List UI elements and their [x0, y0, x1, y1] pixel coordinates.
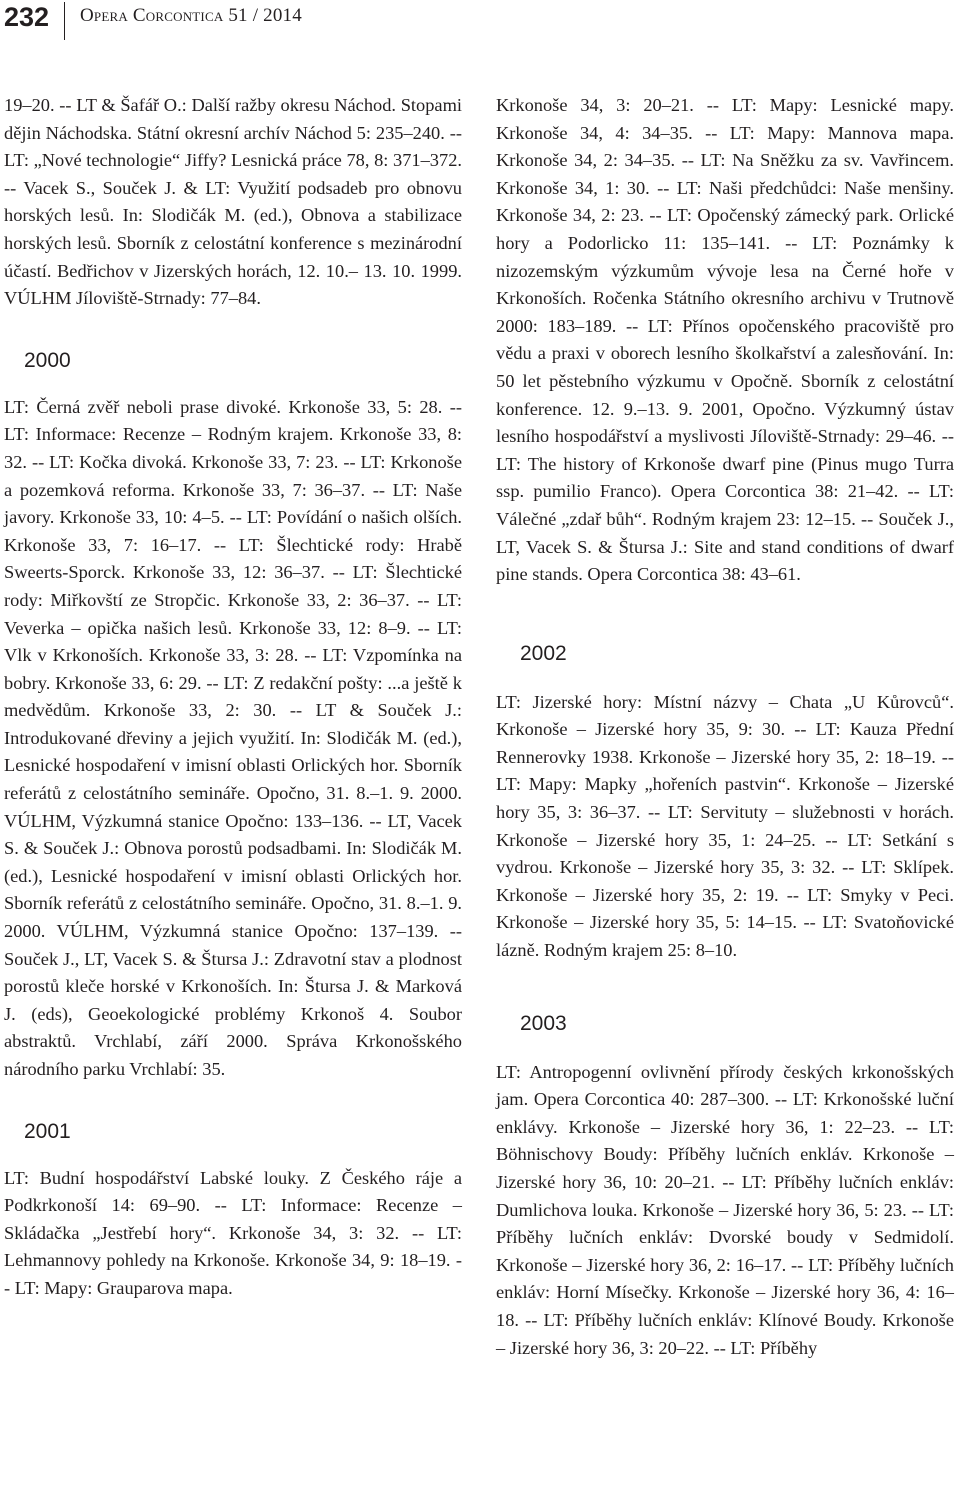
bibliography-2003: LT: Antropogenní ovlivnění přírody českých krkonošských jam. Opera Corcontica 40: 287–300. -- LT: Krkonošské luční enklávy. Krkonoše – Jizerské hory 36, 1: 22–23. -- LT: Böhnischovy Boudy: Příběhy lučních enkláv. Krkonoše – Jizerské hory 36, 10: 20–21. -- LT: Příběhy lučních enkláv: Dumlichova louka. Krkonoše – Jizerské hory 36, 5: 23. -- LT: Příběhy lučních enkláv: Dvorské boudy v Sedmidolí. Krkonoše – Jizerské hory 36, 2: 16–17. -- LT: Příběhy lučních enkláv: Horní Mísečky. Krkonoše – Jizerské hory 36, 4: 16–18. -- LT: Příběhy lučních enkláv: Klínové Boudy. Krkonoše – Jizerské hory 36, 3: 20–22. -- LT: Příběhy [496, 1061, 954, 1358]
header-divider [64, 2, 65, 40]
year-heading-2001: 2001 [24, 1119, 71, 1143]
page-number: 232 [4, 2, 50, 32]
running-title: Opera Corcontica 51 / 2014 [80, 5, 302, 26]
bibliography-2000: LT: Černá zvěř neboli prase divoké. Krkonoše 33, 5: 28. -- LT: Informace: Recenze – Rodným krajem. Krkonoše 33, 8: 32. -- LT: Kočka divoká. Krkonoše 33, 7: 23. -- LT: Krkonoše a pozemková reforma. Krkonoše 33, 7: 36–37. -- LT: Naše javory. Krkonoše 33, 10: 4–5. -- LT: Povídání o našich olších. Krkonoše 33, 7: 16–17. -- LT: Šlechtické rody: Hrabě Sweerts-Sporck. Krkonoše 33, 12: 36–37. -- LT: Šlechtické rody: Miřkovští ze Stropčic. Krkonoše 33, 2: 36–37. -- LT: Veverka – opička našich lesů. Krkonoše 33, 12: 8–9. -- LT: Vlk v Krkonoších. Krkonoše 33, 3: 28. -- LT: Vzpomínka na bobry. Krkonoše 33, 6: 29. -- LT: Z redakční pošty: ...a ještě k medvědům. Krkonoše 33, 2: 30. -- LT & Souček J.: Introdukované dřeviny a jejich využití. In: Slodičák M. (ed.), Lesnické hospodaření v imisní oblasti Orlických hor. Sborník referátů z celostátního semináře. Opočno, 31. 8.–1. 9. 2000. VÚLHM, Výzkumná stanice Opočno: 133–136. -- LT, Vacek S. & Souček J.: Obnova porostů podsadbami. In: Slodičák M. (ed.), Lesnické hospodaření v imisní oblasti Orlických hor. Sborník referátů z celostátního semináře. Opočno, 31. 8.–1. 9. 2000. VÚLHM, Výzkumná stanice Opočno: 137–139. -- Souček J., LT, Vacek S. & Štursa J.: Zdravotní stav a plodnost porostů kleče horské v Krkonoších. In: Štursa J. & Marková J. (eds), Geoekologické problémy Krkonoš 4. Soubor abstraktů. Vrchlabí, září 2000. Správa Krkonošského národního parku Vrchlabí: 35. [4, 396, 462, 1079]
bibliography-2001-continued: Krkonoše 34, 3: 20–21. -- LT: Mapy: Lesnické mapy. Krkonoše 34, 4: 34–35. -- LT: Mapy: Mannova mapa. Krkonoše 34, 2: 34–35. -- LT: Na Sněžku za sv. Vavřincem. Krkonoše 34, 1: 30. -- LT: Naši předchůdci: Naše menšiny. Krkonoše 34, 2: 23. -- LT: Opočenský zámecký park. Orlické hory a Podorlicko 11: 135–141. -- LT: Poznámky k nizozemským výzkumům vývoje lesa na Černé hoře v Krkonoších. Ročenka Státního okresního archivu v Trutnově 2000: 183–189. -- LT: Přínos opočenského pracoviště pro vědu a praxi v oborech lesního školkařství a zalesňování. In: 50 let pěstebního výzkumu v Opočně. Sborník z celostátní konference. 12. 9.–13. 9. 2001, Opočno. Výzkumný ústav lesního hospodářství a myslivosti Jíloviště-Strnady: 29–46. -- LT: The history of Krkonoše dwarf pine (Pinus mugo Turra ssp. pumilio Franco). Opera Corcontica 38: 21–42. -- LT: Válečné „zdař bůh“. Rodným krajem 23: 12–15. -- Souček J., LT, Vacek S. & Štursa J.: Site and stand conditions of dwarf pine stands. Opera Corcontica 38: 43–61. [496, 95, 954, 585]
intro-paragraph: 19–20. -- LT & Šafář O.: Další ražby okresu Náchod. Stopami dějin Náchodska. Státní okresní archív Náchod 5: 235–240. -- LT: „Nové technologie“ Jiffy? Lesnická práce 78, 8: 371–372. -- Vacek S., Souček J. & LT: Využití podsadeb pro obnovu horských lesů. In: Slodičák M. (ed.), Obnova a stabilizace horských lesů. Sborník z celostátní konference s mezinárodní účastí. Bedřichov v Jizerských horách, 12. 10.– 13. 10. 1999. VÚLHM Jíloviště-Strnady: 77–84. [4, 95, 462, 309]
year-heading-2000: 2000 [24, 348, 71, 372]
year-heading-2003: 2003 [520, 1011, 567, 1035]
page-header [0, 0, 960, 48]
year-heading-2002: 2002 [520, 641, 567, 665]
bibliography-2002: LT: Jizerské hory: Místní názvy – Chata „U Kůrovců“. Krkonoše – Jizerské hory 35, 9: 30. -- LT: Kauza Přední Rennerovky 1938. Krkonoše – Jizerské hory 35, 2: 18–19. -- LT: Mapy: Mapky „hořeních pastvin“. Krkonoše – Jizerské hory 35, 3: 36–37. -- LT: Servituty – služebnosti v horách. Krkonoše – Jizerské hory 35, 1: 24–25. -- LT: Setkání s vydrou. Krkonoše – Jizerské hory 35, 3: 32. -- LT: Sklípek. Krkonoše – Jizerské hory 35, 2: 19. -- LT: Smyky v Peci. Krkonoše – Jizerské hory 35, 5: 14–15. -- LT: Svatoňovické lázně. Rodným krajem 25: 8–10. [496, 691, 954, 961]
left-column [4, 92, 462, 1303]
bibliography-2001: LT: Budní hospodářství Labské louky. Z Českého ráje a Podkrkonoší 14: 69–90. -- LT: Informace: Recenze – Skládačka „Jestřebí hory“. Krkonoše 34, 3: 32. -- LT: Lehmannovy pohledy na Krkonoše. Krkonoše 34, 9: 18–19. -- LT: Mapy: Grauparova mapa. [4, 1167, 462, 1298]
right-column [496, 92, 954, 1362]
